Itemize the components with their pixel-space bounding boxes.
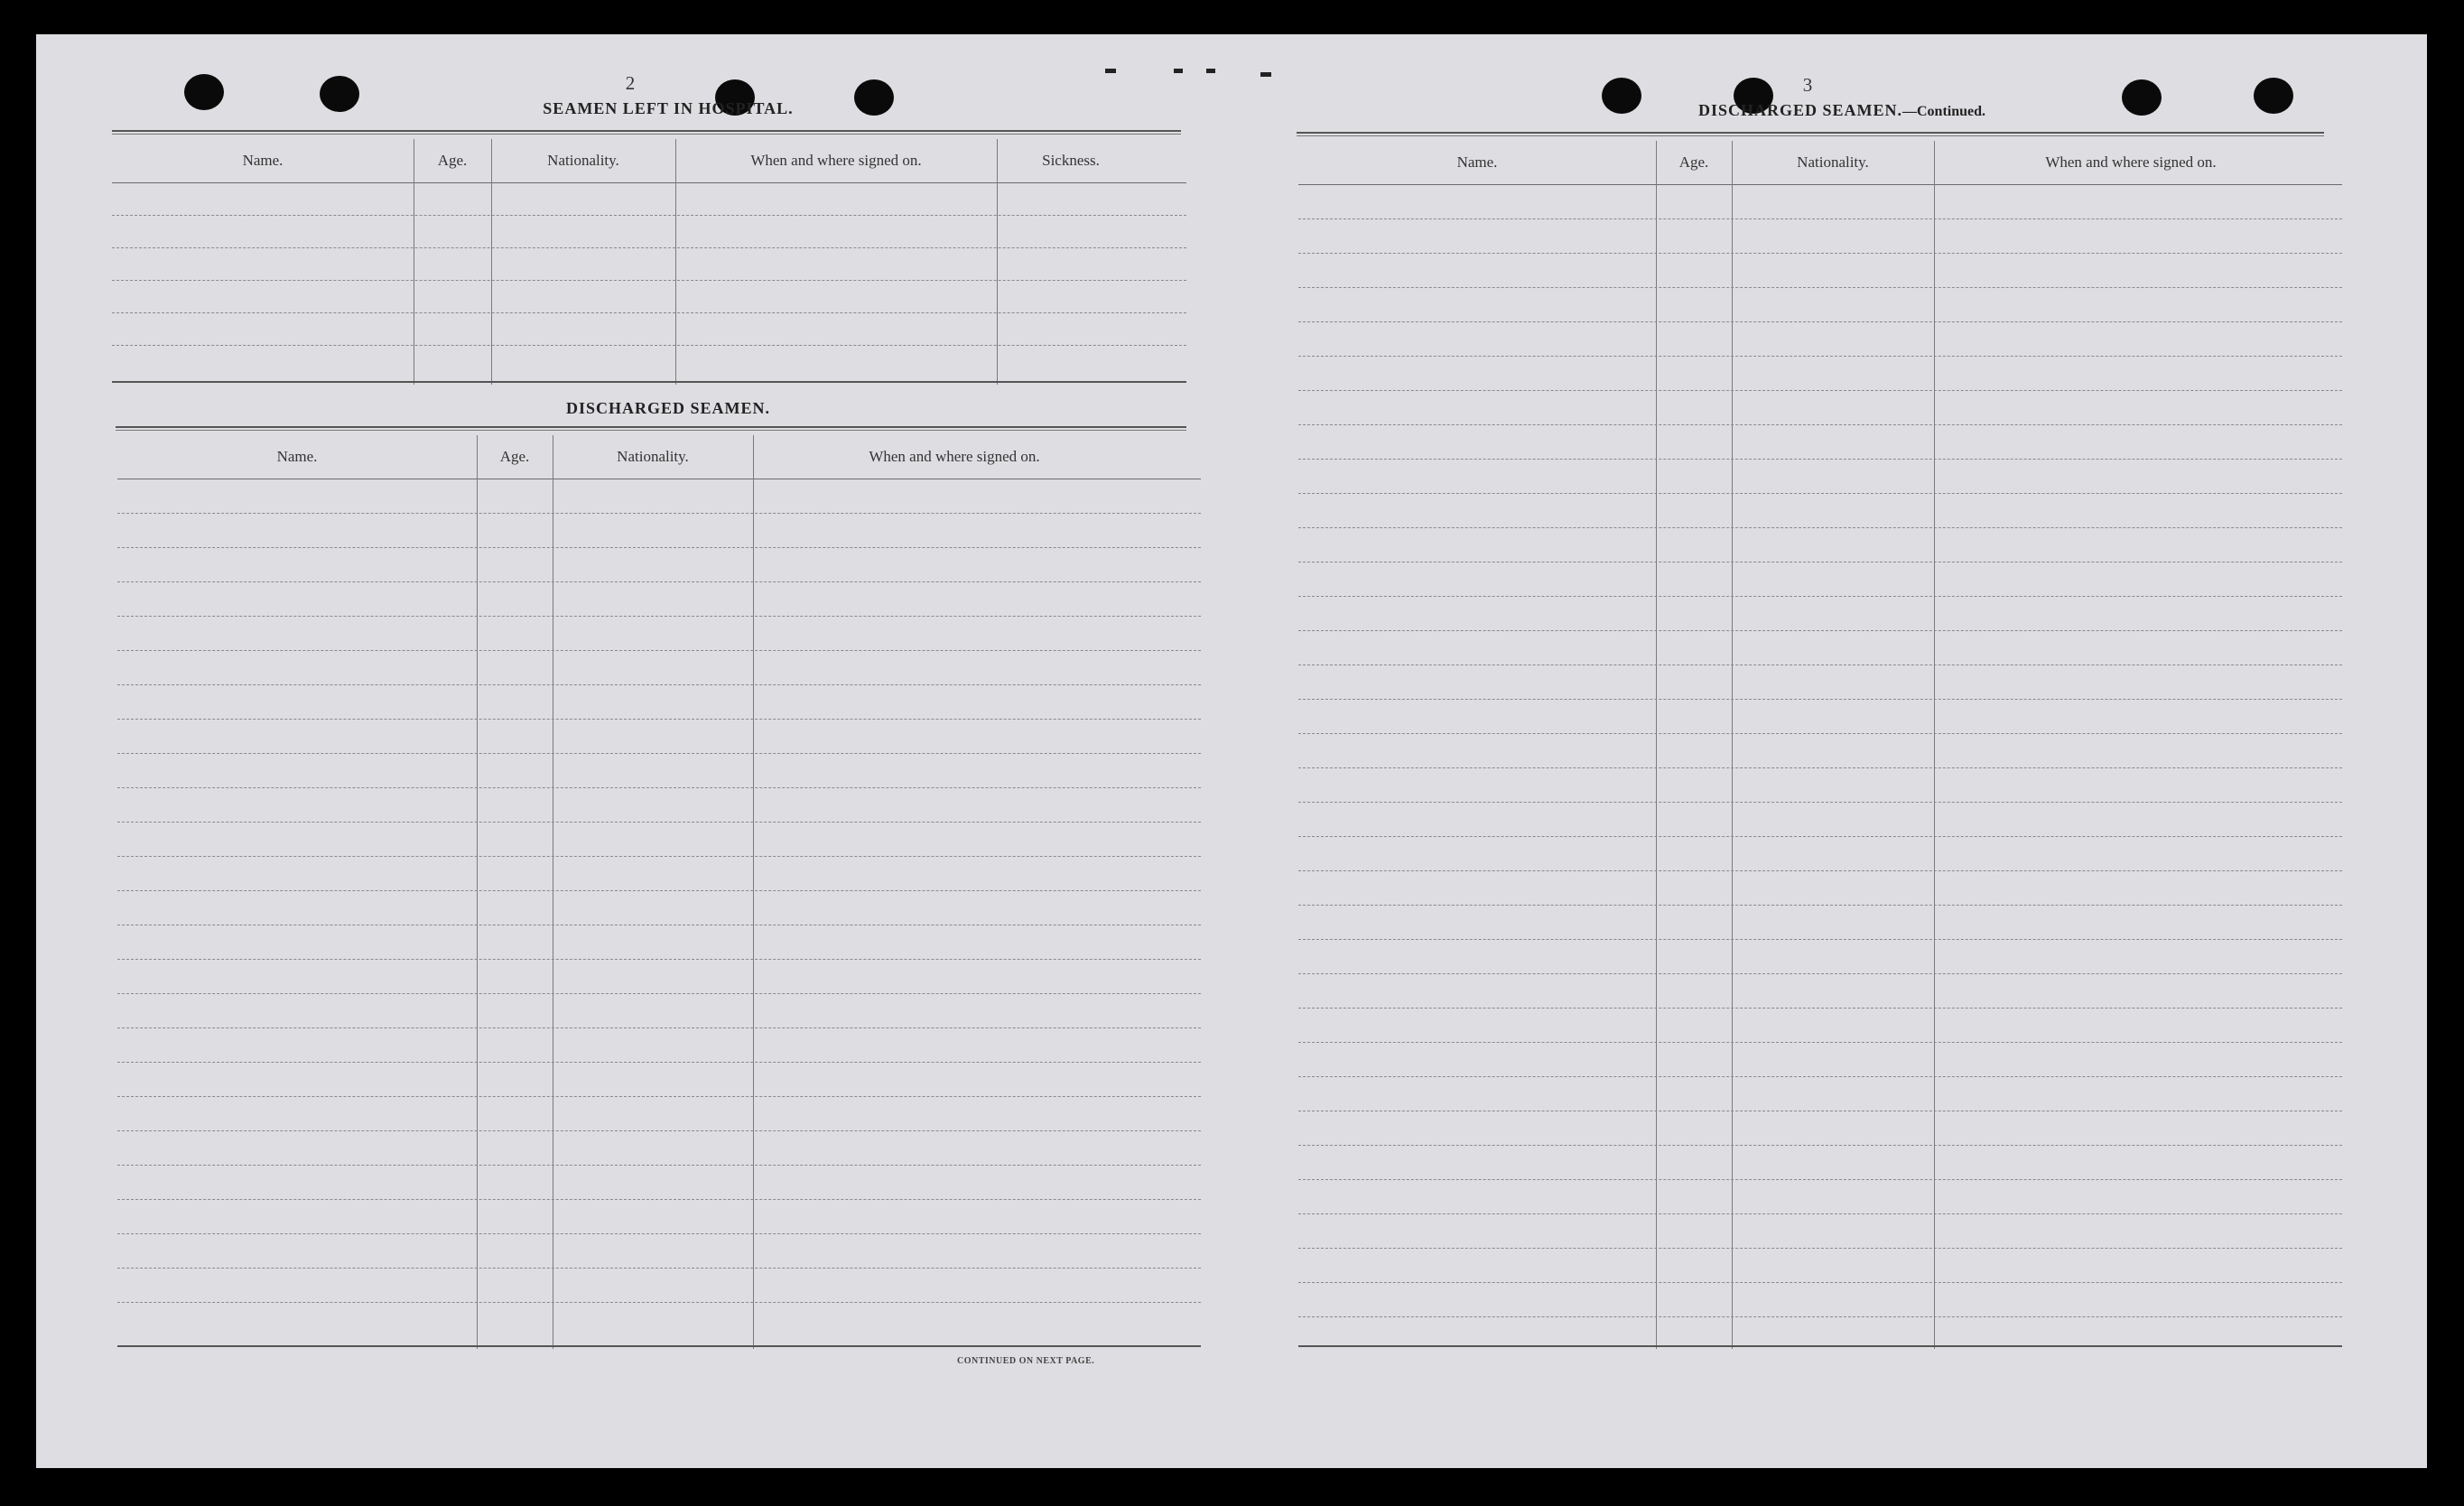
discharged-col-signed-on: When and where signed on. (869, 448, 1040, 465)
entry-line (1298, 1316, 2342, 1317)
document-sheet (36, 34, 2427, 1468)
entry-line (1298, 1076, 2342, 1077)
entry-line (1298, 767, 2342, 768)
entry-line (1298, 1008, 2342, 1009)
right-top-rule (1297, 132, 2324, 136)
entry-line (112, 280, 1186, 281)
entry-line (1298, 321, 2342, 322)
entry-line (1298, 459, 2342, 460)
hospital-col-sickness: Sickness. (1042, 152, 1100, 169)
entry-line (112, 247, 1186, 248)
discharged-col-name: Name. (276, 448, 318, 465)
discharged-section-title: DISCHARGED SEAMEN. (565, 399, 771, 417)
entry-line (1298, 527, 2342, 528)
column-divider (753, 435, 754, 1349)
entry-line (1298, 1248, 2342, 1249)
entry-line (117, 684, 1201, 685)
print-mark (1174, 69, 1183, 73)
continued-note: CONTINUED ON NEXT PAGE. (957, 1356, 1095, 1366)
print-mark (1206, 69, 1215, 73)
entry-line (1298, 218, 2342, 219)
entry-line (117, 1302, 1201, 1303)
entry-line (117, 547, 1201, 548)
entry-line (117, 1268, 1201, 1269)
entry-line (1298, 836, 2342, 837)
entry-line (117, 856, 1201, 857)
entry-line (117, 959, 1201, 960)
entry-line (117, 1199, 1201, 1200)
entry-line (1298, 493, 2342, 494)
entry-line (1298, 905, 2342, 906)
entry-line (1298, 630, 2342, 631)
entry-line (117, 1027, 1201, 1028)
punch-hole (184, 74, 224, 110)
hospital-top-rule (112, 130, 1181, 135)
right-col-nationality: Nationality. (1797, 153, 1869, 171)
column-divider (675, 139, 676, 385)
entry-line (117, 650, 1201, 651)
right-col-name: Name. (1456, 153, 1498, 171)
entry-line (1298, 973, 2342, 974)
entry-line (1298, 1179, 2342, 1180)
punch-hole (2254, 78, 2293, 114)
right-col-signed-on: When and where signed on. (2045, 153, 2217, 171)
discharged-bottom-rule (117, 1345, 1201, 1347)
hospital-section-title: SEAMEN LEFT IN HOSPITAL. (543, 99, 794, 117)
entry-line (1298, 870, 2342, 871)
column-divider (997, 139, 998, 385)
entry-line (1298, 1145, 2342, 1146)
entry-line (117, 993, 1201, 994)
entry-line (112, 215, 1186, 216)
entry-line (117, 822, 1201, 823)
entry-line (1298, 253, 2342, 254)
print-mark (1105, 69, 1116, 73)
entry-line (1298, 390, 2342, 391)
entry-line (1298, 424, 2342, 425)
discharged-col-nationality: Nationality. (617, 448, 689, 465)
entry-line (117, 1233, 1201, 1234)
hospital-col-name: Name. (242, 152, 284, 169)
entry-line (1298, 1042, 2342, 1043)
entry-line (1298, 1213, 2342, 1214)
right-col-age: Age. (1678, 153, 1709, 171)
discharged-continued-suffix: —Continued. (1902, 104, 1986, 119)
discharged-continued-main: DISCHARGED SEAMEN. (1697, 101, 1902, 119)
hospital-table (112, 139, 1186, 385)
hospital-col-age: Age. (437, 152, 468, 169)
discharged-table-left (117, 435, 1201, 1349)
punch-hole (320, 76, 359, 112)
entry-line (1298, 596, 2342, 597)
entry-line (117, 719, 1201, 720)
entry-line (117, 787, 1201, 788)
hospital-col-nationality: Nationality. (547, 152, 619, 169)
entry-line (117, 753, 1201, 754)
discharged-table-right (1298, 141, 2342, 1349)
entry-line (112, 345, 1186, 346)
right-bottom-rule (1298, 1345, 2342, 1347)
hospital-col-signed-on: When and where signed on. (750, 152, 922, 169)
discharged-continued-title (1571, 101, 2113, 120)
hospital-bottom-rule (112, 381, 1186, 383)
entry-line (117, 513, 1201, 514)
entry-line (1298, 733, 2342, 734)
entry-line (117, 1130, 1201, 1131)
entry-line (1298, 356, 2342, 357)
print-mark (1260, 72, 1271, 77)
entry-line (117, 1062, 1201, 1063)
entry-line (117, 581, 1201, 582)
entry-line (117, 616, 1201, 617)
entry-line (1298, 287, 2342, 288)
column-divider (491, 139, 492, 385)
entry-line (117, 1165, 1201, 1166)
entry-line (1298, 1282, 2342, 1283)
entry-line (112, 312, 1186, 313)
page-number-left: 2 (625, 72, 636, 94)
entry-line (1298, 699, 2342, 700)
entry-line (117, 890, 1201, 891)
page-number-right: 3 (1802, 74, 1813, 96)
entry-line (117, 1096, 1201, 1097)
discharged-col-age: Age. (499, 448, 530, 465)
entry-line (1298, 802, 2342, 803)
entry-line (1298, 939, 2342, 940)
punch-hole (2122, 79, 2162, 116)
discharged-top-rule (116, 426, 1186, 431)
column-divider (477, 435, 478, 1349)
